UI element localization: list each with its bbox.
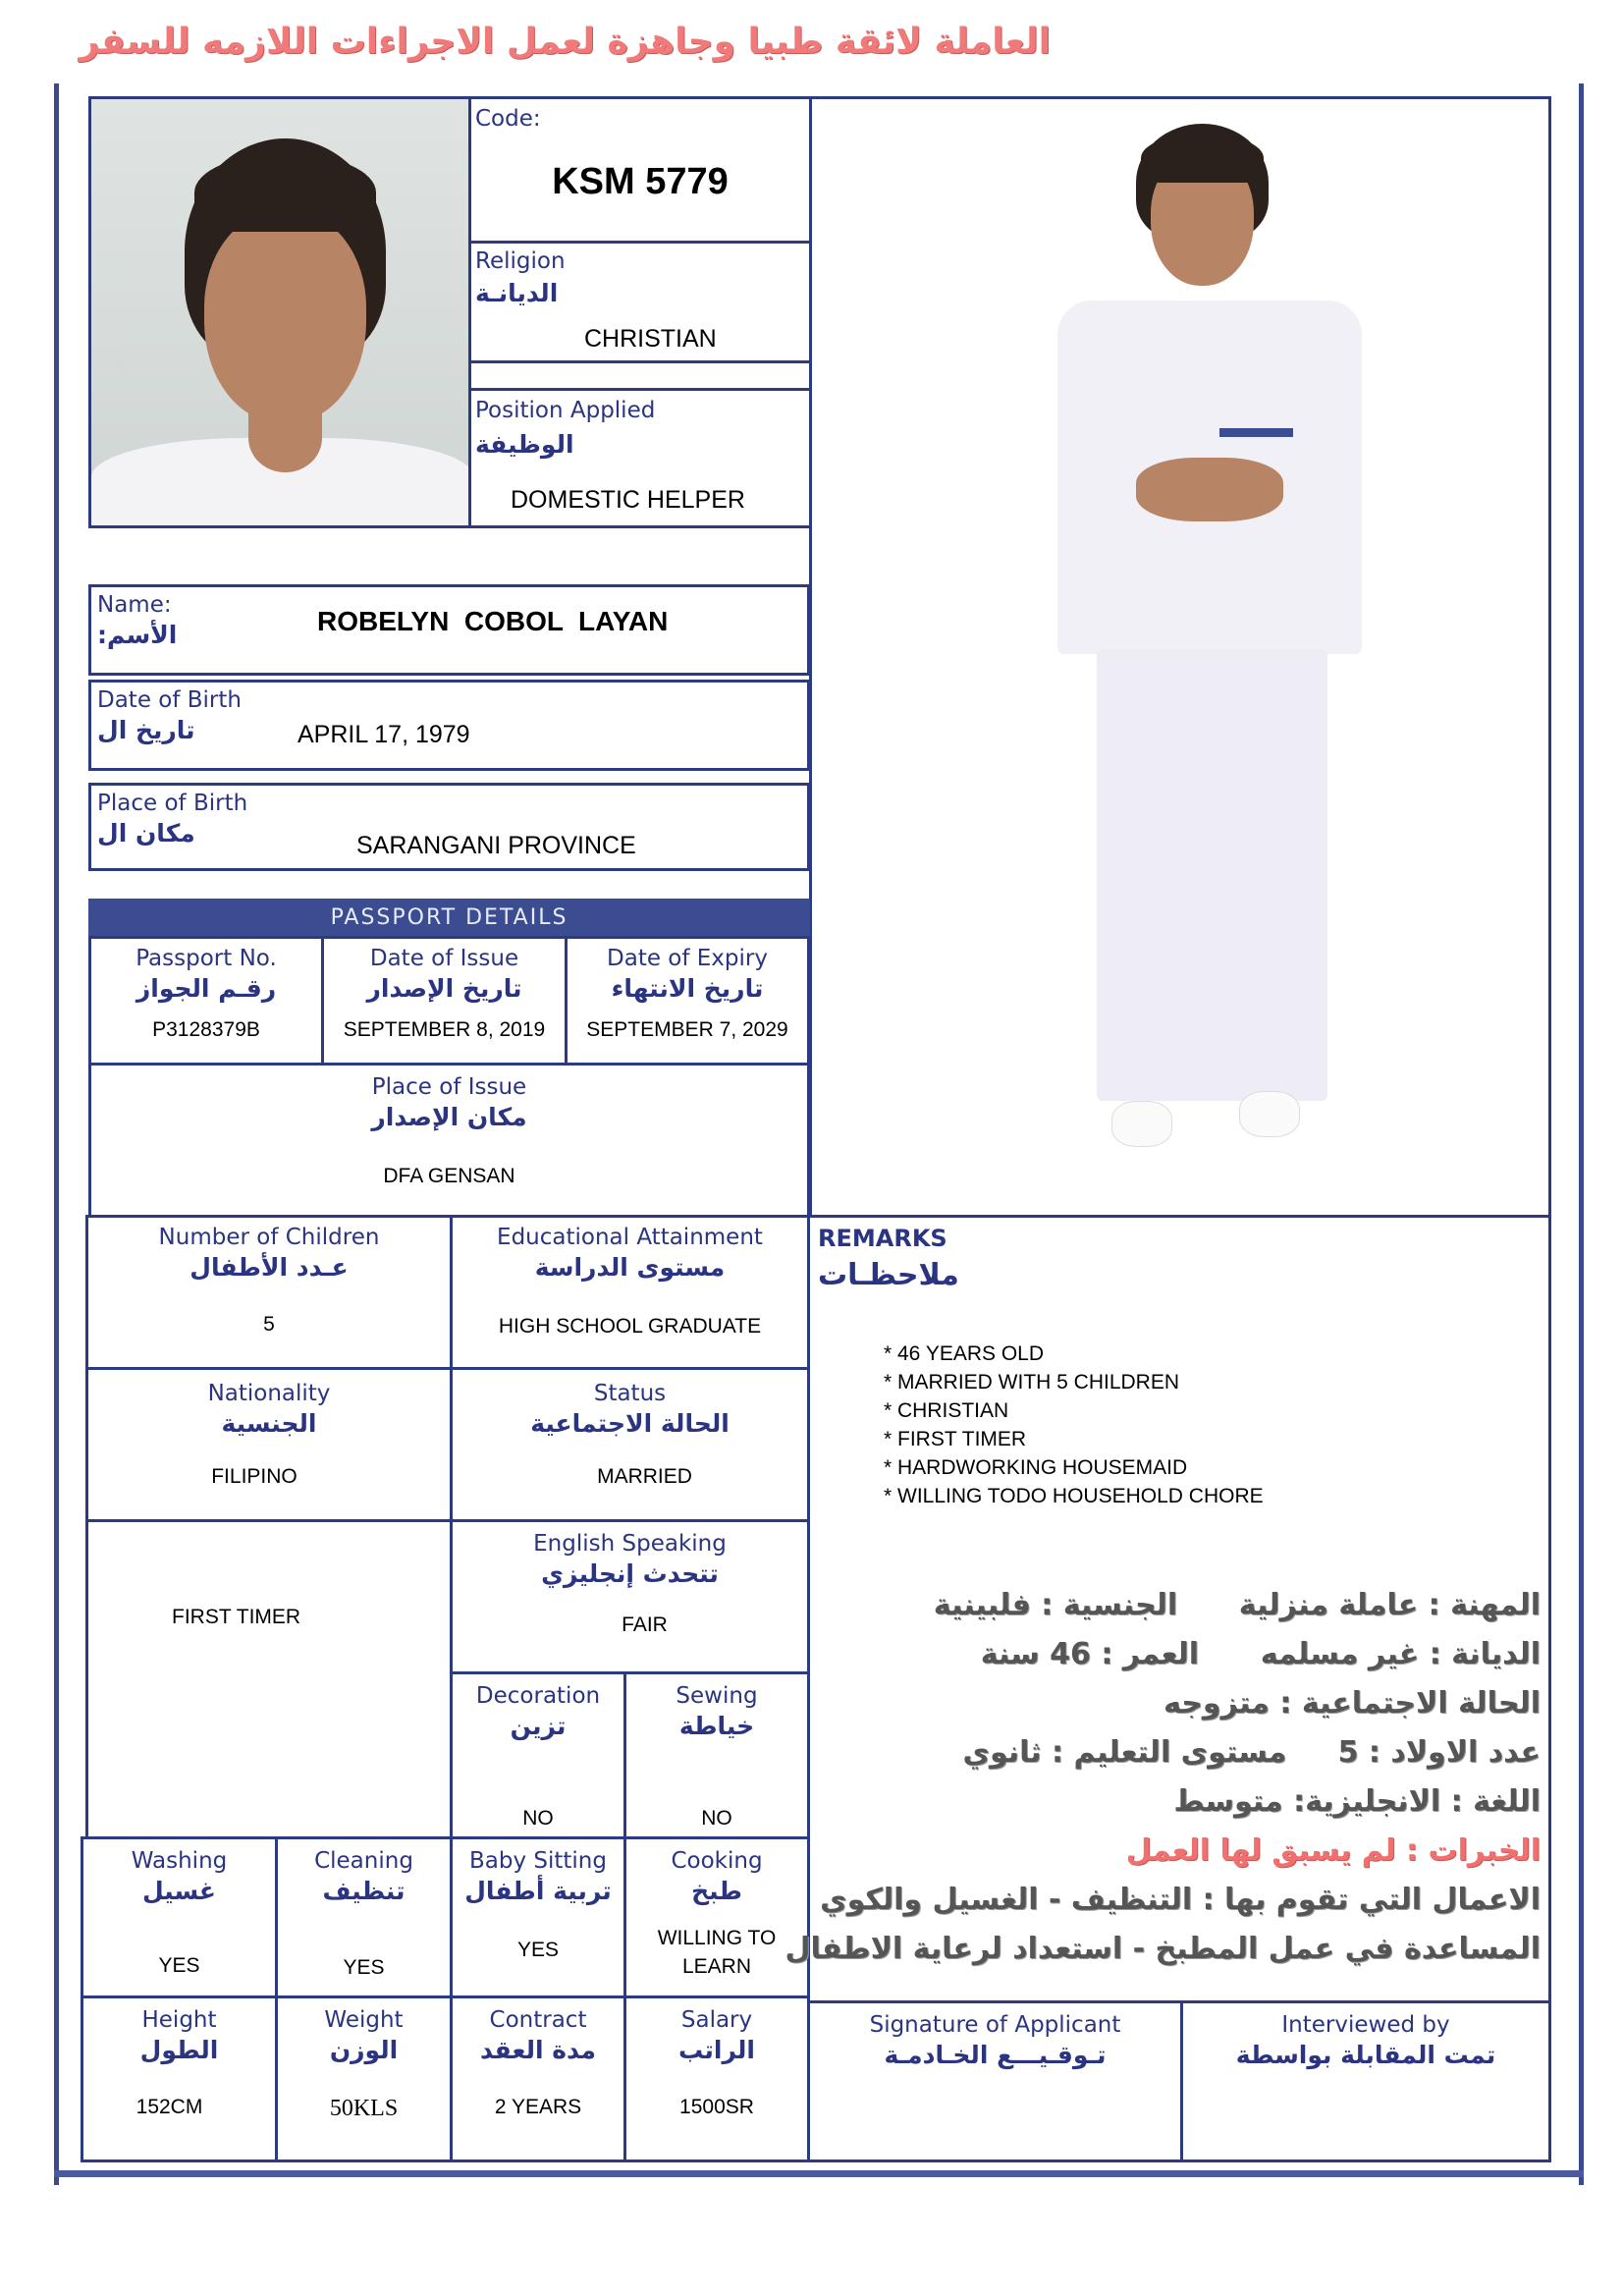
dob-label: Date of Birth (97, 687, 242, 713)
children-cell (85, 1215, 453, 1370)
passport-issue-label-ar: تاريخ الإصدار (366, 974, 522, 1003)
contract-label: Contract (489, 2007, 587, 2033)
weight-cell (275, 1995, 453, 2162)
religion-label-ar: الديانـة (475, 279, 559, 307)
passport-number-value: P3128379B (152, 1018, 260, 1041)
weight-label: Weight (324, 2007, 404, 2033)
passport-number-label-ar: رقـم الجواز (135, 974, 277, 1003)
contract-cell (450, 1995, 626, 2162)
summary-duties-2: المساعدة في عمل المطبخ - استعداد لرعاية الاطفال (784, 1932, 1541, 1966)
passport-place-label-ar: مكان الإصدار (371, 1103, 527, 1131)
medical-fitness-banner: العاملة لائقة طبيا وجاهزة لعمل الاجراءات اللازمه للسفر (79, 22, 1051, 62)
interviewed-cell (1180, 2000, 1551, 2162)
decoration-label: Decoration (475, 1683, 601, 1709)
headshot-photo (88, 96, 471, 528)
remark-item: * CHRISTIAN (884, 1399, 1009, 1422)
frame-bottom-border (54, 2170, 1584, 2177)
summary-marital: الحالة الاجتماعية : متزوجه (1163, 1686, 1541, 1721)
signature-label: Signature of Applicant (869, 2012, 1121, 2038)
frame-right-border (1579, 83, 1584, 2185)
contract-value: 2 YEARS (494, 2096, 582, 2118)
experience-cell (85, 1519, 453, 1839)
english-value: FAIR (622, 1613, 668, 1636)
babysitting-label: Baby Sitting (469, 1848, 607, 1874)
pob-label-group (97, 790, 294, 850)
interviewed-label: Interviewed by (1281, 2012, 1450, 2038)
summary-duties-1: الاعمال التي تقوم بها : التنظيف - الغسيل والكوي (820, 1883, 1541, 1917)
cleaning-value: YES (343, 1956, 385, 1979)
sewing-cell (623, 1671, 810, 1839)
remark-item: * HARDWORKING HOUSEMAID (884, 1456, 1188, 1479)
summary-line-2 (814, 1630, 1541, 1679)
summary-religion: الديانة : غير مسلمه (1260, 1637, 1541, 1671)
education-value: HIGH SCHOOL GRADUATE (498, 1315, 762, 1338)
washing-label: Washing (131, 1848, 228, 1874)
position-label-ar: الوظيفة (475, 430, 574, 459)
decoration-value: NO (522, 1807, 554, 1830)
passport-header: PASSPORT DETAILS (88, 899, 810, 938)
position-cell (468, 388, 812, 528)
cooking-cell (623, 1836, 810, 1998)
dob-value: APRIL 17, 1979 (298, 721, 470, 748)
sewing-label-ar: خياطة (678, 1712, 755, 1740)
sewing-label: Sewing (676, 1683, 758, 1709)
salary-cell (623, 1995, 810, 2162)
passport-place-label: Place of Issue (371, 1074, 527, 1100)
salary-label: Salary (680, 2007, 753, 2033)
summary-profession: المهنة : عاملة منزلية (1238, 1588, 1541, 1622)
dob-label-ar: تاريخ ال (97, 716, 195, 744)
passport-issue-label: Date of Issue (369, 946, 519, 971)
passport-number-cell (88, 936, 324, 1066)
education-label-ar: مستوى الدراسة (534, 1253, 726, 1282)
babysitting-cell (450, 1836, 626, 1998)
summary-line-1 (814, 1581, 1541, 1630)
height-label: Height (141, 2007, 217, 2033)
nationality-label-ar: الجنسية (221, 1409, 317, 1438)
weight-label-ar: الوزن (329, 2036, 399, 2064)
remarks-cell (784, 1215, 1551, 2003)
interviewed-label-ar: تمت المقابلة بواسطة (1235, 2041, 1496, 2069)
passport-expiry-label-ar: تاريخ الانتهاء (611, 974, 764, 1003)
children-label-ar: عـدد الأطفال (189, 1253, 349, 1282)
religion-label: Religion (475, 248, 566, 274)
status-label: Status (593, 1381, 667, 1406)
nationality-value: FILIPINO (211, 1465, 298, 1488)
english-label-ar: تتحدث إنجليزي (541, 1559, 719, 1588)
code-label: Code: (475, 106, 541, 132)
washing-value: YES (158, 1954, 200, 1977)
children-label: Number of Children (158, 1225, 380, 1250)
pob-value: SARANGANI PROVINCE (356, 832, 636, 859)
summary-age: العمر : 46 سنة (980, 1637, 1200, 1671)
summary-language: اللغة : الانجليزية: متوسط (1173, 1784, 1541, 1819)
remarks-list (884, 1339, 1264, 1510)
summary-experience: الخبرات : لم يسبق لها العمل (1125, 1833, 1541, 1868)
arabic-summary (784, 1581, 1548, 1984)
pob-cell (88, 783, 810, 871)
cleaning-cell (275, 1836, 453, 1998)
english-cell (450, 1519, 810, 1674)
washing-label-ar: غسيل (141, 1877, 217, 1905)
salary-value: 1500SR (679, 2096, 754, 2118)
education-cell (450, 1215, 810, 1370)
cooking-value: WILLING TO LEARN (657, 1927, 777, 1978)
passport-place-cell (88, 1063, 810, 1218)
summary-children: عدد الاولاد : 5 (1337, 1735, 1541, 1770)
uniform-pocket-trim (1219, 428, 1293, 437)
code-cell (468, 96, 812, 244)
remark-item: * WILLING TODO HOUSEHOLD CHORE (884, 1485, 1264, 1507)
code-value: KSM 5779 (552, 161, 729, 202)
name-value: ROBELYN COBOL LAYAN (317, 606, 669, 636)
status-label-ar: الحالة الاجتماعية (530, 1409, 730, 1438)
religion-value: CHRISTIAN (584, 325, 717, 353)
passport-issue-cell (321, 936, 568, 1066)
dob-cell (88, 680, 810, 771)
summary-line-4 (814, 1728, 1541, 1777)
status-cell (450, 1367, 810, 1522)
washing-cell (81, 1836, 278, 1998)
nationality-cell (85, 1367, 453, 1522)
nationality-label: Nationality (207, 1381, 331, 1406)
cleaning-label-ar: تنظيف (322, 1877, 406, 1905)
passport-issue-value: SEPTEMBER 8, 2019 (343, 1018, 546, 1041)
remarks-label: REMARKS (818, 1225, 947, 1252)
signature-label-ar: تـوقـيـــع الخـادمـة (884, 2041, 1107, 2069)
weight-value: 50KLS (329, 2096, 399, 2121)
signature-cell (807, 2000, 1183, 2162)
babysitting-label-ar: تربية أطفال (464, 1877, 612, 1905)
height-value: 152CM (135, 2096, 203, 2118)
babysitting-value: YES (516, 1939, 560, 1961)
contract-label-ar: مدة العقد (480, 2036, 596, 2064)
remark-item: * 46 YEARS OLD (884, 1342, 1045, 1365)
name-cell (88, 584, 810, 676)
dob-label-group (97, 686, 294, 747)
decoration-cell (450, 1671, 626, 1839)
salary-label-ar: الراتب (678, 2036, 755, 2064)
cooking-label-ar: طبخ (691, 1877, 742, 1905)
position-value: DOMESTIC HELPER (511, 486, 745, 514)
passport-place-value: DFA GENSAN (383, 1165, 515, 1187)
summary-nationality: الجنسية : فلبينية (933, 1588, 1178, 1622)
passport-expiry-cell (565, 936, 810, 1066)
cleaning-label: Cleaning (314, 1848, 413, 1874)
name-label-group (97, 591, 294, 652)
frame-left-border (54, 83, 59, 2185)
height-cell (81, 1995, 278, 2162)
name-label: Name: (97, 592, 172, 618)
education-label: Educational Attainment (497, 1225, 763, 1250)
remark-item: * MARRIED WITH 5 CHILDREN (884, 1371, 1180, 1394)
remarks-label-ar: ملاحظـات (818, 1258, 959, 1292)
children-value: 5 (263, 1313, 275, 1336)
name-label-ar: الأسم: (97, 621, 178, 649)
passport-expiry-label: Date of Expiry (607, 946, 768, 971)
status-value: MARRIED (597, 1465, 692, 1488)
cooking-label: Cooking (671, 1848, 763, 1874)
pob-label: Place of Birth (97, 791, 248, 816)
full-body-photo (809, 96, 1551, 1218)
height-label-ar: الطول (139, 2036, 219, 2064)
passport-number-label: Passport No. (135, 946, 277, 971)
decoration-label-ar: تزين (510, 1712, 567, 1740)
religion-cell (468, 241, 812, 363)
pob-label-ar: مكان ال (97, 819, 195, 847)
experience-value: FIRST TIMER (172, 1606, 301, 1628)
english-label: English Speaking (533, 1531, 727, 1557)
sewing-value: NO (701, 1807, 732, 1830)
remark-item: * FIRST TIMER (884, 1428, 1027, 1450)
position-label: Position Applied (475, 398, 656, 423)
summary-education: مستوى التعليم : ثانوي (962, 1735, 1287, 1770)
passport-expiry-value: SEPTEMBER 7, 2029 (586, 1018, 788, 1041)
